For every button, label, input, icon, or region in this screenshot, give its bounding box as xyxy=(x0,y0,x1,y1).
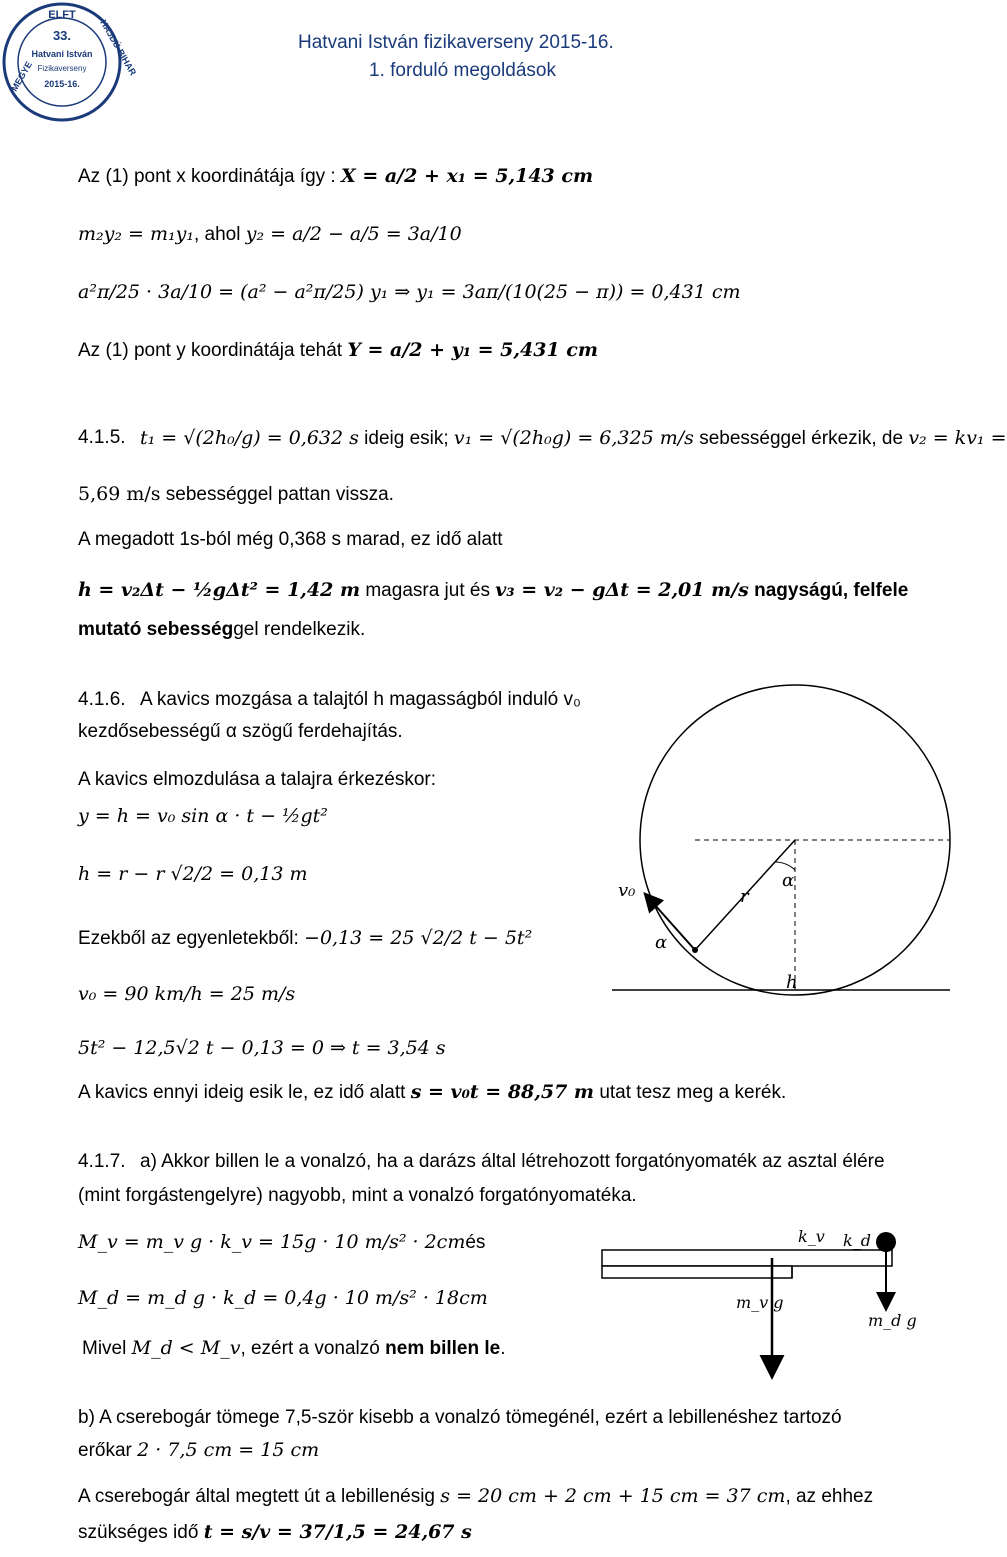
section-4-1-7-a1: a) Akkor billen le a vonalzó, ha a darázs által létrehozott forgatónyomaték az asztal élére xyxy=(140,1151,885,1172)
competition-logo xyxy=(0,0,139,125)
x-coordinate-line: Az (1) pont x koordinátája így : X = a/2 + x₁ = 5,143 cm xyxy=(78,165,594,187)
section-4-1-5-line5: mutató sebességgel rendelkezik. xyxy=(78,619,366,640)
section-4-1-6-eq1: y = h = v₀ sin α · t − ½gt² xyxy=(78,805,328,827)
section-4-1-6-line1: A kavics mozgása a talajtól h magasságból induló v₀ xyxy=(140,689,581,710)
section-4-1-7-a2: (mint forgástengelyre) nagyobb, mint a vonalzó forgatónyomatéka. xyxy=(78,1185,637,1206)
label-mvg: m_v g xyxy=(736,1293,784,1312)
table-block xyxy=(602,1266,792,1278)
section-4-1-6-eq5: 5t² − 12,5√2 t − 0,13 = 0 ⇒ t = 3,54 s xyxy=(78,1037,446,1059)
ruler-bar xyxy=(602,1250,892,1266)
velocity-arrow xyxy=(646,895,695,950)
section-4-1-5-line3: A megadott 1s-ból még 0,368 s marad, ez idő alatt xyxy=(78,529,503,550)
section-4-1-5-number: 4.1.5. xyxy=(78,427,126,448)
label-mdg: m_d g xyxy=(868,1311,917,1330)
section-4-1-7-b1: b) A cserebogár tömege 7,5-ször kisebb a vonalzó tömegénél, ezért a lebillenéshez tartozó xyxy=(78,1407,842,1428)
y-coordinate-line: Az (1) pont y koordinátája tehát Y = a/2 + y₁ = 5,431 cm xyxy=(78,339,598,361)
label-alpha-top: α xyxy=(782,870,795,891)
angle-arc-top xyxy=(775,862,795,870)
section-4-1-6-line3: A kavics elmozdulása a talajra érkezéskor: xyxy=(78,769,436,790)
section-4-1-7-b3: A cserebogár által megtett út a lebillenésig s = 20 cm + 2 cm + 15 cm = 37 cm, az ehhez xyxy=(78,1485,874,1507)
section-4-1-7-b4: szükséges idő t = s/v = 37/1,5 = 24,67 s xyxy=(78,1521,472,1543)
section-4-1-7-b2: erőkar 2 · 7,5 cm = 15 cm xyxy=(78,1439,320,1461)
logo-comp-text: Fizikaverseny xyxy=(37,64,87,73)
logo-ring-left: MEGYE xyxy=(9,59,34,93)
section-4-1-6-conclusion: A kavics ennyi ideig esik le, ez idő alatt s = v₀t = 88,57 m utat tesz meg a kerék. xyxy=(78,1081,787,1103)
page-title: Hatvani István fizikaverseny 2015-16. xyxy=(298,32,614,53)
torque-wasp-line: M_d = m_d g · k_d = 0,4g · 10 m/s² · 18cm xyxy=(78,1287,488,1309)
section-4-1-7-number: 4.1.7. xyxy=(78,1151,126,1172)
section-4-1-6-eq3: Ezekből az egyenletekből: −0,13 = 25 √2/2 t − 5t² xyxy=(78,927,533,949)
moment-balance-line: m₂y₂ = m₁y₁, ahol y₂ = a/2 − a/5 = 3a/10 xyxy=(78,223,462,245)
wheel-diagram xyxy=(600,690,950,1010)
torque-ruler-line: M_v = m_v g · k_v = 15g · 10 m/s² · 2cmés xyxy=(78,1231,486,1253)
launch-point xyxy=(692,947,698,953)
label-v0: v₀ xyxy=(618,880,636,901)
logo-name-text: Hatvani István xyxy=(31,49,93,59)
section-4-1-6-eq4: v₀ = 90 km/h = 25 m/s xyxy=(78,983,296,1005)
page-subtitle: 1. forduló megoldások xyxy=(369,60,556,81)
ruler-diagram xyxy=(600,1220,945,1380)
section-4-1-6-number: 4.1.6. xyxy=(78,689,126,710)
section-4-1-5-line1: t₁ = √(2h₀/g) = 0,632 s ideig esik; v₁ = √(2h₀g) = 6,325 m/s sebességgel érkezik, de v₂ = kv₁ = xyxy=(140,427,1007,449)
label-kd: k_d xyxy=(843,1231,871,1250)
logo-elft-text: ELFT xyxy=(48,9,76,21)
section-4-1-5-line2: 5,69 m/s sebességgel pattan vissza. xyxy=(78,483,394,505)
label-kv: k_v xyxy=(798,1227,825,1246)
logo-ring-right: HAJDÚ-BIHAR xyxy=(98,18,139,78)
y1-equation: a²π/25 · 3a/10 = (a² − a²π/25) y₁ ⇒ y₁ = 3aπ/(10(25 − π)) = 0,431 cm xyxy=(78,281,741,303)
section-4-1-5-line4: h = v₂Δt − ½gΔt² = 1,42 m magasra jut és v₃ = v₂ − gΔt = 2,01 m/s nagyságú, felfele xyxy=(78,579,909,601)
logo-top-number: 33. xyxy=(52,28,72,43)
logo-year-text: 2015-16. xyxy=(44,79,80,89)
torque-conclusion: Mivel M_d < M_v, ezért a vonalzó nem billen le. xyxy=(82,1337,506,1359)
label-r: r xyxy=(740,886,749,907)
section-4-1-6-eq2: h = r − r √2/2 = 0,13 m xyxy=(78,863,308,885)
label-h: h xyxy=(786,972,798,993)
section-4-1-6-line2: kezdősebességű α szögű ferdehajítás. xyxy=(78,721,403,742)
wasp-dot xyxy=(876,1232,896,1252)
label-alpha-left: α xyxy=(655,932,668,953)
